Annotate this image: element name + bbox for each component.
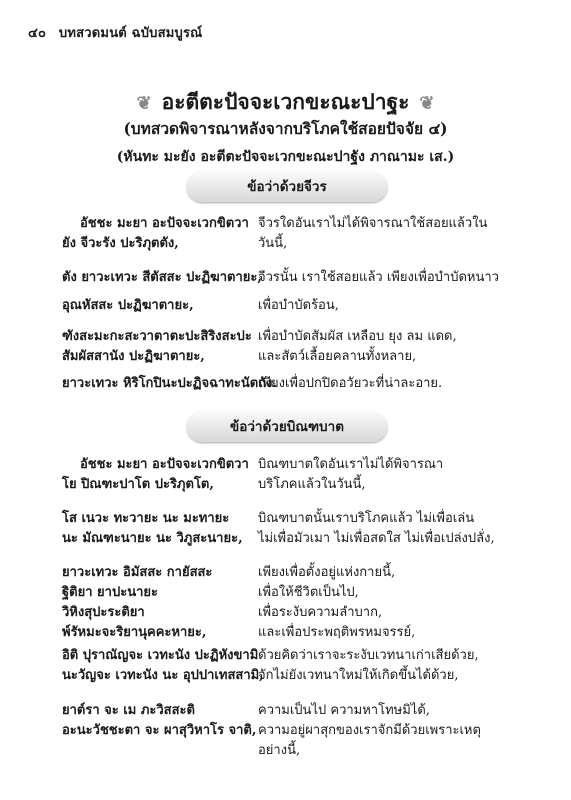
pali-line: สัมผัสสานัง ปะฏิฆาตายะ,: [62, 349, 205, 364]
pali-verse: [62, 214, 254, 254]
thai-translation: [258, 646, 534, 686]
translation-line: เพื่อบำบัดสัมผัส เหลือบ ยุง ลม แดด,: [258, 329, 457, 344]
pali-line: ฑังสะมะกะสะวาตาตะปะสิริงสะปะ: [62, 329, 252, 344]
translation-line: อย่างนี้,: [258, 743, 301, 758]
pali-line: โส เนวะ ทะวายะ นะ มะทายะ: [62, 511, 230, 526]
pali-verse: [62, 327, 254, 367]
translation-line: จีวรใดอันเราไม่ได้พิจารณาใช้สอยแล้วใน: [258, 216, 488, 231]
chant-title-text: อะตีตะปัจจะเวกขะณะปาฐะ: [161, 89, 410, 114]
chant-subtitle: (บทสวดพิจารณาหลังจากบริโภคใช้สอยปัจจัย ๔): [123, 119, 448, 138]
section-label: ข้อว่าด้วยบิณฑบาต: [187, 412, 387, 442]
ornament-right-icon: ❦: [419, 93, 435, 114]
translation-line: เพียงเพื่อปกปิดอวัยวะที่น่าละอาย.: [258, 376, 443, 391]
translation-line: บิณฑบาตใดอันเราไม่ได้พิจารณา: [258, 457, 444, 472]
thai-translation: [258, 214, 534, 254]
page-number: ๔๐: [28, 26, 47, 41]
pali-verse: [62, 646, 264, 686]
translation-line: บิณฑบาตนั้นเราบริโภคแล้ว ไม่เพื่อเล่น: [258, 511, 475, 526]
thai-translation: [258, 268, 534, 288]
thai-translation: [258, 563, 534, 643]
pali-line: ยาวะเทวะ หิริโกปินะปะฏิจฉาทะนัตถัง.: [62, 376, 277, 391]
chant-invocation: (หันทะ มะยัง อะตีตะปัจจะเวกขะณะปาฐัง ภาณามะ เส.): [116, 149, 455, 165]
translation-line: จีวรนั้น เราใช้สอยแล้ว เพียงเพื่อบำบัดหนาว: [258, 270, 499, 285]
pali-line: โย ปิณฑะปาโต ปะริภุตโต,: [62, 477, 214, 492]
thai-translation: [258, 327, 534, 367]
pali-verse: [62, 296, 254, 316]
translation-line: จักไม่ยังเวทนาใหม่ให้เกิดขึ้นได้ด้วย,: [258, 668, 459, 683]
pali-line: ยาต์รา จะ เม ภะวิสสะติ: [62, 703, 195, 718]
pali-line: พ์รัหมะจะริยานุคคะหายะ,: [62, 625, 207, 640]
translation-line: และเพื่อประพฤติพรหมจรรย์,: [258, 625, 416, 640]
pali-line: อัชชะ มะยา อะปัจจะเวกขิตวา: [80, 457, 249, 472]
translation-line: เพียงเพื่อตั้งอยู่แห่งกายนี้,: [258, 565, 396, 580]
thai-translation: [258, 374, 534, 394]
pali-line: ยัง จีวะรัง ปะริภุตตัง,: [62, 236, 179, 251]
translation-line: เพื่อระงับความลำบาก,: [258, 605, 383, 620]
thai-translation: [258, 455, 534, 495]
pali-verse: [62, 509, 254, 549]
pali-verse: [62, 374, 277, 394]
pali-verse: [62, 701, 257, 741]
book-title: บทสวดมนต์ ฉบับสมบูรณ์: [58, 26, 203, 41]
pali-line: วิหิงสุปะระติยา: [62, 605, 145, 620]
pali-line: ตัง ยาวะเทวะ สีตัสสะ ปะฏิฆาตายะ,: [62, 270, 262, 285]
thai-translation: [258, 296, 534, 316]
pali-line: อัชชะ มะยา อะปัจจะเวกขิตวา: [80, 216, 249, 231]
pali-line: ยาวะเทวะ อิมัสสะ กายัสสะ: [62, 565, 213, 580]
pali-verse: [62, 455, 254, 495]
pali-line: อุณหัสสะ ปะฏิฆาตายะ,: [62, 298, 194, 313]
section-label: ข้อว่าด้วยจีวร: [187, 172, 387, 202]
thai-translation: [258, 701, 534, 761]
pali-verse: [62, 268, 262, 288]
translation-line: เพื่อให้ชีวิตเป็นไป,: [258, 585, 359, 600]
pali-line: นะวัญจะ เวทะนัง นะ อุปปาเทสสามิ,: [62, 668, 264, 683]
translation-line: ความอยู่ผาสุกของเราจักมีด้วยเพราะเหตุ: [258, 723, 481, 738]
translation-line: และสัตว์เลื้อยคลานทั้งหลาย,: [258, 349, 417, 364]
pali-line: อิติ ปุราณัญจะ เวทะนัง ปะฏิหังขามิ: [62, 648, 259, 663]
pali-line: อะนะวัชชะตา จะ ผาสุวิหาโร จาติ,: [62, 723, 257, 738]
translation-line: ไม่เพื่อมัวเมา ไม่เพื่อสดใส ไม่เพื่อเปล่งปลั่ง,: [258, 531, 495, 546]
pali-verse: [62, 563, 254, 643]
page-header: [28, 22, 202, 43]
pali-line: ฐิติยา ยาปะนายะ: [62, 585, 158, 600]
ornament-left-icon: ❦: [136, 93, 152, 114]
translation-line: ความเป็นไป ความหาโทษมิได้,: [258, 703, 430, 718]
thai-translation: [258, 509, 534, 549]
pali-line: นะ มัณฑะนายะ นะ วิภูสะนายะ,: [62, 531, 243, 546]
translation-line: วันนี้,: [258, 236, 288, 251]
chant-title: [0, 86, 571, 119]
translation-line: ด้วยคิดว่าเราจะระงับเวทนาเก่าเสียด้วย,: [258, 648, 479, 663]
translation-line: บริโภคแล้วในวันนี้,: [258, 477, 366, 492]
translation-line: เพื่อบำบัดร้อน,: [258, 298, 339, 313]
